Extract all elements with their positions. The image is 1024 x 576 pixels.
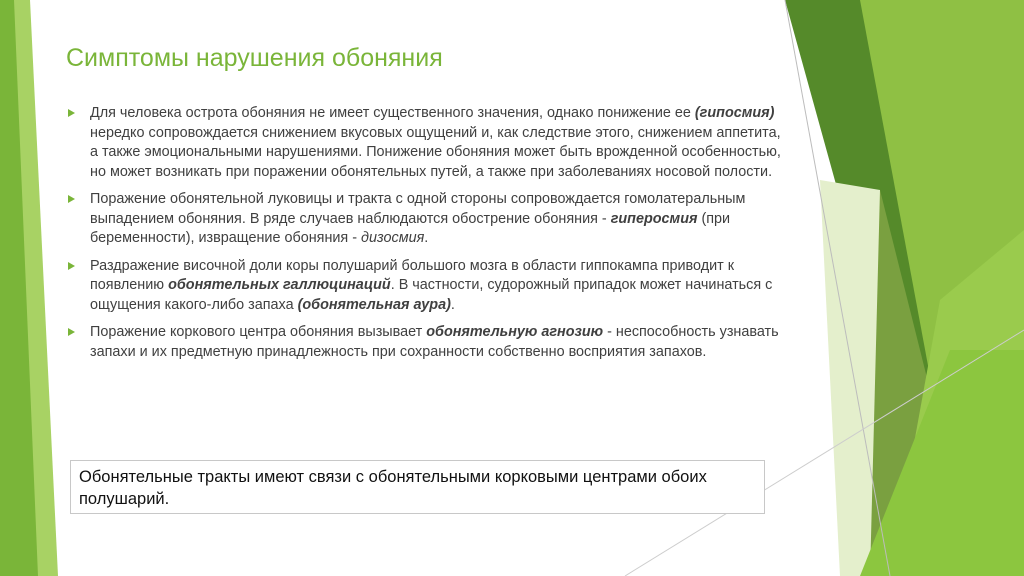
summary-callout: Обонятельные тракты имеют связи с обонятельными корковыми центрами обоих полушарий. (70, 460, 765, 514)
emphasis-term: (обонятельная аура) (297, 296, 451, 313)
text-run: Поражение коркового центра обоняния вызывает (90, 324, 427, 340)
text-run: . В частности, судорожный припадок может начинаться с ощущения какого-либо запаха (90, 277, 773, 313)
emphasis-term: гиперосмия (610, 210, 698, 227)
text-run: нередко сопровождается снижением вкусовых ощущений и, как следствие этого, снижением аппетита, а также эмоциональными нарушениями. Понижение обоняния может быть врожденной особенностью, но может возникать при поражении обонятельных путей, а также при заболеваниях носовой полости. (90, 124, 781, 180)
emphasis-term: дизосмия (361, 230, 425, 246)
emphasis-term: обонятельных галлюцинаций (168, 277, 391, 293)
bullet-text (90, 324, 779, 360)
bullet-arrow-icon (68, 262, 75, 270)
text-run: Для человека острота обоняния не имеет существенного значения, однако понижение ее (90, 105, 695, 121)
bullet-arrow-icon (68, 195, 75, 203)
bullet-list (66, 104, 781, 370)
left-decoration (0, 0, 60, 576)
emphasis-term: обонятельную агнозию (426, 324, 604, 340)
text-run: Поражение обонятельной луковицы и тракта с одной стороны сопровождается гомолатеральным выпадением обоняния. В ряде случаев наблюдаются обострение обоняния - (90, 191, 746, 227)
bullet-text (90, 105, 781, 180)
text-run: - неспособность узнавать запахи и их предметную принадлежность при сохранности собственно восприятия запахов. (90, 324, 779, 360)
text-run: (при беременности), извращение обоняния - (90, 210, 731, 246)
slide-title: Симптомы нарушения обоняния (66, 44, 443, 72)
bullet-text (90, 191, 745, 246)
text-run: Раздражение височной доли коры полушарий большого мозга в области гиппокампа приводит к появлению (90, 257, 735, 293)
emphasis-term: (гипосмия) (694, 105, 775, 121)
bullet-item (66, 190, 781, 249)
bullet-item (66, 323, 781, 362)
bullet-text (90, 258, 772, 313)
bullet-arrow-icon (68, 109, 75, 117)
bullet-arrow-icon (68, 328, 75, 336)
bullet-item (66, 257, 781, 316)
text-run: . (450, 296, 455, 313)
bullet-item (66, 104, 781, 182)
text-run: . (424, 230, 429, 246)
